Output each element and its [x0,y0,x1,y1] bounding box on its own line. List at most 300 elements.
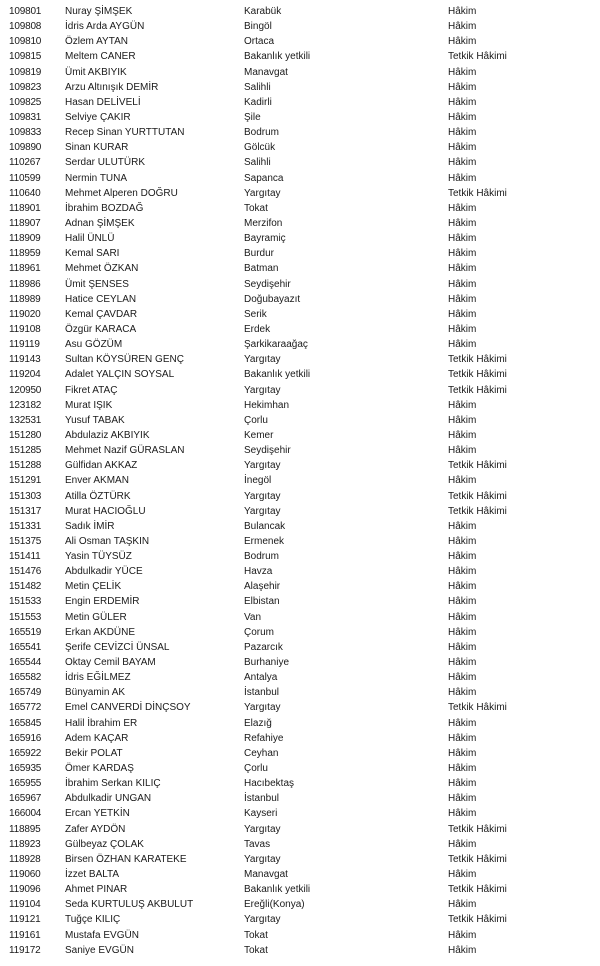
registry-number: 151375 [9,535,42,547]
table-row [0,201,600,216]
registry-number: 109808 [9,21,42,33]
job-title: Hâkim [448,808,477,820]
table-row [0,806,600,821]
person-name: Metin ÇELİK [65,581,122,593]
person-name: Abdulaziz AKBIYIK [65,429,150,441]
registry-number: 151331 [9,520,42,532]
table-row [0,519,600,534]
person-name: İzzet BALTA [65,869,120,881]
job-title: Hâkim [448,611,477,623]
duty-location: Yargıtay [244,460,281,472]
registry-number: 110267 [9,157,41,169]
duty-location: Antalya [244,672,278,684]
duty-location: Çorum [244,626,275,638]
table-row [0,322,600,337]
duty-location: Pazarcık [244,641,283,653]
duty-location: Bodrum [244,551,280,563]
table-row [0,140,600,155]
duty-location: Yargıtay [244,702,281,714]
registry-number: 165749 [9,687,42,699]
duty-location: Hekimhan [244,399,290,411]
person-name: Mehmet ÖZKAN [65,263,139,275]
registry-number: 151553 [9,611,42,623]
job-title: Hâkim [448,429,477,441]
person-name: Mustafa EVGÜN [65,929,139,941]
job-title: Hâkim [448,717,477,729]
person-name: Kemal SARI [65,248,120,260]
duty-location: Yargıtay [244,490,281,502]
registry-number: 151280 [9,429,42,441]
person-name: Sultan KÖYSÜREN GENÇ [65,354,184,366]
registry-number: 151317 [9,505,42,517]
table-row [0,458,600,473]
job-title: Hâkim [448,551,477,563]
person-name: Gülfidan AKKAZ [65,460,138,472]
person-name: Halil İbrahim ER [65,717,138,729]
registry-number: 119020 [9,308,41,320]
job-title: Hâkim [448,157,477,169]
table-row [0,882,600,897]
person-name: Arzu Altınışık DEMİR [65,81,159,93]
registry-number: 109890 [9,142,42,154]
job-title: Hâkim [448,899,477,911]
registry-number: 118895 [9,823,41,835]
person-name: Murat IŞIK [65,399,113,411]
table-row [0,216,600,231]
table-row [0,80,600,95]
person-name: Ümit ŞENSES [65,278,129,290]
table-row [0,277,600,292]
duty-location: İnegöl [244,475,272,487]
duty-location: Tokat [244,202,268,214]
duty-location: Kemer [244,429,274,441]
job-title: Hâkim [448,445,477,457]
duty-location: Manavgat [244,66,288,78]
table-row [0,155,600,170]
table-row [0,716,600,731]
table-row [0,776,600,791]
duty-location: Karabük [244,6,282,17]
registry-number: 119060 [9,869,41,881]
duty-location: Kadirli [244,96,272,108]
registry-number: 119121 [9,914,41,926]
duty-location: Batman [244,263,279,275]
registry-number: 109815 [9,51,42,63]
job-title: Hâkim [448,581,477,593]
person-name: Ercan YETKİN [65,808,130,820]
job-title: Tetkik Hâkimi [448,51,507,63]
person-name: Ömer KARDAŞ [65,763,134,775]
job-title: Tetkik Hâkimi [448,914,507,926]
registry-number: 123182 [9,399,42,411]
person-name: Enver AKMAN [65,475,129,487]
duty-location: Tokat [244,929,268,941]
person-name: Mehmet Alperen DOĞRU [65,187,178,199]
registry-number: 119172 [9,944,41,956]
person-name: Özgür KARACA [65,323,137,335]
registry-number: 151411 [9,551,41,563]
table-row [0,504,600,519]
job-title: Hâkim [448,747,477,759]
registry-number: 151285 [9,445,42,457]
duty-location: Yargıtay [244,823,281,835]
table-row [0,731,600,746]
duty-location: Bakanlık yetkili [244,884,311,896]
job-title: Hâkim [448,308,477,320]
job-title: Tetkik Hâkimi [448,823,507,835]
job-title: Hâkim [448,475,477,487]
registry-number: 119119 [9,339,40,351]
registry-number: 118907 [9,217,41,229]
table-row [0,65,600,80]
duty-location: Ereğli(Konya) [244,899,305,911]
job-title: Hâkim [448,293,477,305]
registry-number: 109810 [9,36,42,48]
registry-number: 119161 [9,929,41,941]
registry-number: 165935 [9,763,42,775]
table-row [0,564,600,579]
person-name: Asu GÖZÜM [65,339,123,351]
duty-location: Seydişehir [244,278,291,290]
person-name: Murat HACIOĞLU [65,505,146,517]
duty-location: Gölcük [244,142,276,154]
duty-location: Bayramiç [244,233,286,245]
person-name: İdris Arda AYGÜN [65,21,145,33]
table-row [0,579,600,594]
job-title: Hâkim [448,732,477,744]
table-row [0,352,600,367]
duty-location: Bingöl [244,21,272,33]
person-name: Emel CANVERDİ DİNÇSOY [65,702,191,714]
table-row [0,413,600,428]
registry-number: 166004 [9,808,42,820]
table-row [0,231,600,246]
duty-location: Yargıtay [244,853,281,865]
job-title: Hâkim [448,339,477,351]
registry-number: 119204 [9,369,41,381]
duty-location: Van [244,611,262,623]
table-row [0,640,600,655]
job-title: Hâkim [448,66,477,78]
registry-number: 110599 [9,172,41,184]
person-name: Engin ERDEMİR [65,596,140,608]
person-name: Ümit AKBIYIK [65,66,127,78]
duty-location: Yargıtay [244,187,281,199]
duty-location: Şile [244,111,261,123]
duty-location: Doğubayazıt [244,293,301,305]
registry-number: 119104 [9,899,41,911]
person-name: Abdulkadir YÜCE [65,566,143,578]
duty-location: İstanbul [244,793,280,805]
registry-number: 151476 [9,566,42,578]
person-name: Nermin TUNA [65,172,128,184]
person-name: Şerife CEVİZCİ ÜNSAL [65,641,170,653]
table-row [0,95,600,110]
person-name: Tuğçe KILIÇ [65,914,121,926]
duty-location: Hacıbektaş [244,778,295,790]
table-row [0,610,600,625]
registry-number: 109819 [9,66,42,78]
person-name: Hatice CEYLAN [65,293,137,305]
table-row [0,489,600,504]
registry-number: 165544 [9,657,42,669]
person-name: Erkan AKDÜNE [65,626,136,638]
job-title: Hâkim [448,142,477,154]
person-name: Bünyamin AK [65,687,126,699]
person-name: Metin GÜLER [65,611,127,623]
job-title: Hâkim [448,233,477,245]
registry-number: 151303 [9,490,42,502]
person-name: Sinan KURAR [65,142,129,154]
person-name: Sadık İMİR [65,520,115,532]
job-title: Hâkim [448,763,477,775]
person-name: Ahmet PINAR [65,884,128,896]
person-name: Abdulkadir UNGAN [65,793,152,805]
duty-location: Manavgat [244,869,288,881]
table-row [0,367,600,382]
registry-number: 119096 [9,884,41,896]
person-name: Nuray ŞİMŞEK [65,6,133,17]
job-title: Hâkim [448,657,477,669]
table-row [0,246,600,261]
registry-number: 165582 [9,672,42,684]
registry-number: 151288 [9,460,42,472]
duty-location: Sapanca [244,172,284,184]
duty-location: İstanbul [244,687,280,699]
duty-location: Refahiye [244,732,284,744]
job-title: Hâkim [448,929,477,941]
table-row [0,655,600,670]
job-title: Tetkik Hâkimi [448,490,507,502]
registry-number: 120950 [9,384,42,396]
job-title: Tetkik Hâkimi [448,505,507,517]
registry-number: 118959 [9,248,41,260]
registry-number: 151533 [9,596,42,608]
table-row [0,791,600,806]
table-row [0,443,600,458]
duty-location: Ortaca [244,36,275,48]
person-name: Ali Osman TAŞKIN [65,535,150,547]
person-name: Bekir POLAT [65,747,123,759]
duty-location: Burhaniye [244,657,290,669]
table-row [0,837,600,852]
duty-location: Bakanlık yetkili [244,51,311,63]
registry-number: 165541 [9,641,42,653]
job-title: Hâkim [448,626,477,638]
table-row [0,594,600,609]
registry-number: 109833 [9,127,42,139]
person-name: Gülbeyaz ÇOLAK [65,838,144,850]
job-title: Hâkim [448,535,477,547]
job-title: Hâkim [448,596,477,608]
job-title: Tetkik Hâkimi [448,460,507,472]
table-row [0,428,600,443]
table-row [0,398,600,413]
table-row [0,852,600,867]
job-title: Hâkim [448,21,477,33]
person-name: Selviye ÇAKIR [65,111,131,123]
table-row [0,685,600,700]
appointment-list [0,4,600,958]
person-name: Serdar ULUTÜRK [65,157,146,169]
job-title: Tetkik Hâkimi [448,369,507,381]
job-title: Hâkim [448,838,477,850]
person-name: Recep Sinan YURTTUTAN [65,127,185,139]
registry-number: 118928 [9,853,41,865]
table-row [0,928,600,943]
table-row [0,171,600,186]
table-row [0,670,600,685]
duty-location: Yargıtay [244,505,281,517]
duty-location: Bulancak [244,520,286,532]
duty-location: Ceyhan [244,747,279,759]
registry-number: 118901 [9,202,41,214]
person-name: İbrahim BOZDAĞ [65,202,144,214]
duty-location: Bodrum [244,127,280,139]
duty-location: Serik [244,308,267,320]
job-title: Tetkik Hâkimi [448,354,507,366]
table-row [0,307,600,322]
job-title: Tetkik Hâkimi [448,853,507,865]
duty-location: Ermenek [244,535,285,547]
registry-number: 151482 [9,581,42,593]
person-name: Birsen ÖZHAN KARATEKE [65,853,187,865]
registry-number: 118923 [9,838,41,850]
registry-number: 118989 [9,293,41,305]
person-name: Hasan DELİVELİ [65,96,141,108]
person-name: Yasin TÜYSÜZ [65,551,132,563]
table-row [0,261,600,276]
job-title: Hâkim [448,278,477,290]
registry-number: 109823 [9,81,42,93]
duty-location: Yargıtay [244,914,281,926]
job-title: Tetkik Hâkimi [448,187,507,199]
registry-number: 119108 [9,323,41,335]
job-title: Hâkim [448,399,477,411]
duty-location: Çorlu [244,414,268,426]
registry-number: 165967 [9,793,42,805]
table-row [0,700,600,715]
person-name: Yusuf TABAK [65,414,125,426]
duty-location: Çorlu [244,763,268,775]
registry-number: 118909 [9,233,41,245]
duty-location: Alaşehir [244,581,281,593]
registry-number: 165916 [9,732,42,744]
person-name: Oktay Cemil BAYAM [65,657,156,669]
job-title: Tetkik Hâkimi [448,884,507,896]
person-name: Adnan ŞİMŞEK [65,217,135,229]
job-title: Hâkim [448,793,477,805]
registry-number: 118961 [9,263,41,275]
table-row [0,912,600,927]
registry-number: 151291 [9,475,42,487]
person-name: Saniye EVGÜN [65,944,134,956]
registry-number: 109825 [9,96,42,108]
person-name: İdris EĞİLMEZ [65,672,131,684]
table-row [0,49,600,64]
table-row [0,4,600,19]
registry-number: 109801 [9,6,42,17]
job-title: Hâkim [448,778,477,790]
table-row [0,110,600,125]
table-row [0,943,600,958]
job-title: Hâkim [448,641,477,653]
duty-location: Tokat [244,944,268,956]
registry-number: 165922 [9,747,42,759]
table-row [0,746,600,761]
duty-location: Yargıtay [244,354,281,366]
job-title: Hâkim [448,672,477,684]
duty-location: Şarkikaraağaç [244,339,308,351]
duty-location: Elazığ [244,717,272,729]
registry-number: 132531 [9,414,42,426]
duty-location: Burdur [244,248,275,260]
table-row [0,534,600,549]
table-row [0,337,600,352]
person-name: Adalet YALÇIN SOYSAL [65,369,175,381]
job-title: Hâkim [448,111,477,123]
table-row [0,473,600,488]
person-name: İbrahim Serkan KILIÇ [65,778,161,790]
registry-number: 119143 [9,354,41,366]
job-title: Hâkim [448,520,477,532]
duty-location: Kayseri [244,808,278,820]
duty-location: Tavas [244,838,271,850]
person-name: Meltem CANER [65,51,136,63]
table-row [0,549,600,564]
registry-number: 165772 [9,702,42,714]
job-title: Hâkim [448,217,477,229]
job-title: Tetkik Hâkimi [448,384,507,396]
table-row [0,625,600,640]
table-row [0,867,600,882]
registry-number: 118986 [9,278,41,290]
registry-number: 165955 [9,778,42,790]
duty-location: Erdek [244,323,271,335]
job-title: Hâkim [448,81,477,93]
duty-location: Salihli [244,157,271,169]
job-title: Hâkim [448,127,477,139]
table-row [0,761,600,776]
person-name: Atilla ÖZTÜRK [65,490,131,502]
table-row [0,383,600,398]
duty-location: Yargıtay [244,384,281,396]
duty-location: Merzifon [244,217,283,229]
person-name: Zafer AYDÖN [65,823,126,835]
person-name: Seda KURTULUŞ AKBULUT [65,899,194,911]
person-name: Adem KAÇAR [65,732,129,744]
table-row [0,19,600,34]
table-row [0,292,600,307]
person-name: Fikret ATAÇ [65,384,118,396]
person-name: Mehmet Nazif GÜRASLAN [65,445,185,457]
job-title: Hâkim [448,323,477,335]
registry-number: 165845 [9,717,42,729]
job-title: Hâkim [448,36,477,48]
table-row [0,34,600,49]
table-row [0,822,600,837]
person-name: Özlem AYTAN [65,36,128,48]
person-name: Halil ÜNLÜ [65,233,115,245]
job-title: Hâkim [448,248,477,260]
table-row [0,125,600,140]
job-title: Hâkim [448,202,477,214]
person-name: Kemal ÇAVDAR [65,308,138,320]
job-title: Hâkim [448,944,477,956]
duty-location: Seydişehir [244,445,291,457]
duty-location: Elbistan [244,596,280,608]
job-title: Hâkim [448,687,477,699]
